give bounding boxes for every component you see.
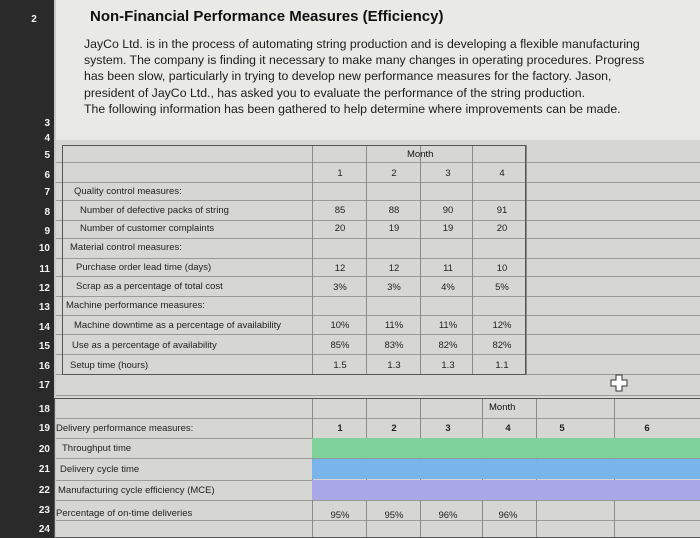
- table2-month-number: 4: [505, 423, 511, 434]
- table1-cell[interactable]: 11%: [384, 320, 404, 331]
- table1-cell[interactable]: 19: [388, 223, 400, 234]
- row-number[interactable]: 6: [44, 170, 50, 181]
- paragraph-line: The following information has been gathered to help determine where improvements can be made.: [84, 101, 621, 116]
- table1-cell[interactable]: 85: [334, 205, 346, 216]
- table2-row-label: Throughput time: [62, 443, 132, 454]
- table1-row-label: Material control measures:: [70, 242, 182, 253]
- row-number[interactable]: 23: [38, 505, 50, 516]
- table1-cell[interactable]: 85%: [330, 340, 350, 351]
- table2-cell[interactable]: 96%: [498, 510, 518, 521]
- row-number[interactable]: 9: [44, 226, 50, 237]
- grid-line: [56, 395, 700, 396]
- paragraph-line: president of JayCo Ltd., has asked you to evaluate the performance of the string production.: [84, 85, 586, 100]
- highlight-band: [312, 459, 700, 479]
- table1-cell[interactable]: 83%: [384, 340, 404, 351]
- table1-month-number: 1: [337, 168, 343, 179]
- highlight-band: [312, 480, 700, 500]
- row-number[interactable]: 22: [38, 485, 50, 496]
- row-number[interactable]: 15: [38, 341, 50, 352]
- table1-cell[interactable]: 11: [443, 263, 453, 274]
- table1-row-label: Number of defective packs of string: [80, 205, 229, 216]
- cell-cross-cursor-icon: [610, 374, 628, 392]
- table1-cell[interactable]: 1.1: [495, 360, 509, 371]
- row-number[interactable]: 24: [38, 524, 50, 535]
- row-number[interactable]: 19: [38, 423, 50, 434]
- table1-cell[interactable]: 20: [496, 223, 508, 234]
- table2-row-label: Delivery cycle time: [60, 464, 140, 475]
- paragraph-line: JayCo Ltd. is in the process of automating string production and is developing a flexible manufacturing: [84, 37, 640, 51]
- table2-cell[interactable]: 95%: [330, 510, 350, 521]
- paragraph-line: has been slow, particularly in trying to develop new performance measures for the factory. Jason,: [84, 69, 612, 84]
- table2-row-label: Manufacturing cycle efficiency (MCE): [58, 485, 215, 496]
- table1-row-label: Setup time (hours): [70, 360, 149, 371]
- table2-cell[interactable]: 96%: [438, 510, 458, 521]
- table2-month-header: Month: [489, 402, 516, 413]
- table1-cell[interactable]: 10: [496, 263, 508, 274]
- row-number[interactable]: 16: [38, 361, 50, 372]
- table2-month-number: 1: [337, 423, 343, 434]
- paragraph-line: system. The company is finding it necessary to make many changes in operating procedures. Progress: [84, 53, 645, 68]
- table1-cell[interactable]: 4%: [441, 282, 455, 293]
- table1-row-label: Scrap as a percentage of total cost: [76, 281, 223, 292]
- row-number[interactable]: 18: [38, 404, 50, 415]
- row-number[interactable]: 4: [44, 133, 50, 144]
- table1-cell[interactable]: 11%: [438, 320, 458, 331]
- row-number[interactable]: 20: [38, 444, 50, 455]
- row-header-column: [0, 0, 54, 538]
- table1-row-label: Machine performance measures:: [66, 300, 205, 311]
- table1-cell[interactable]: 91: [496, 205, 508, 216]
- page-title: Non-Financial Performance Measures (Efficiency): [90, 8, 444, 25]
- row-number[interactable]: 8: [44, 207, 50, 218]
- row-number[interactable]: 3: [44, 118, 50, 129]
- table1-cell[interactable]: 1.5: [333, 360, 347, 371]
- problem-paragraph: [84, 36, 684, 117]
- row-number[interactable]: 13: [38, 302, 50, 313]
- highlight-band: [312, 438, 700, 458]
- table1-cell[interactable]: 82%: [438, 340, 458, 351]
- table1-cell[interactable]: 1.3: [441, 360, 455, 371]
- table1-cell[interactable]: 88: [388, 205, 400, 216]
- row-number[interactable]: 17: [38, 380, 50, 391]
- table1-cell[interactable]: 12: [334, 263, 346, 274]
- table1-row-label: Number of customer complaints: [80, 223, 215, 234]
- table2-row-label: Delivery performance measures:: [56, 423, 194, 434]
- table2-cell[interactable]: 95%: [384, 510, 404, 521]
- table1-row-label: Use as a percentage of availability: [72, 340, 217, 351]
- table2-month-number: 5: [559, 423, 565, 434]
- table2-month-number: 3: [445, 423, 451, 434]
- table1-row-label: Quality control measures:: [74, 186, 182, 197]
- table1-cell[interactable]: 90: [442, 205, 454, 216]
- table1-month-number: 3: [445, 168, 451, 179]
- table1-cell[interactable]: 19: [442, 223, 454, 234]
- table1-cell[interactable]: 12%: [492, 320, 512, 331]
- row-number[interactable]: 14: [38, 322, 50, 333]
- table1-cell[interactable]: 1.3: [387, 360, 401, 371]
- row-number[interactable]: 10: [38, 243, 50, 254]
- table2-month-number: 2: [391, 423, 397, 434]
- row-number[interactable]: 21: [38, 464, 50, 475]
- table2-row-label: Percentage of on-time deliveries: [56, 508, 193, 519]
- row-number[interactable]: 12: [38, 283, 50, 294]
- row-number[interactable]: 7: [44, 187, 50, 198]
- table1-cell[interactable]: 12: [388, 263, 400, 274]
- table1-cell[interactable]: 5%: [495, 282, 509, 293]
- table1-month-number: 4: [499, 168, 505, 179]
- table1-row-label: Machine downtime as a percentage of availability: [74, 320, 282, 331]
- table1-cell[interactable]: 10%: [330, 320, 350, 331]
- row-number[interactable]: 11: [39, 264, 50, 275]
- table2-month-number: 6: [644, 423, 650, 434]
- row-number[interactable]: 5: [44, 150, 50, 161]
- table1-cell[interactable]: 82%: [492, 340, 512, 351]
- table1-cell[interactable]: 3%: [387, 282, 401, 293]
- problem-number: 2: [31, 14, 37, 25]
- table1-cell[interactable]: 20: [334, 223, 346, 234]
- table1-row-label: Purchase order lead time (days): [76, 262, 212, 273]
- table1-cell[interactable]: 3%: [333, 282, 347, 293]
- table1-month-header: Month: [407, 149, 434, 160]
- table1-month-number: 2: [391, 168, 397, 179]
